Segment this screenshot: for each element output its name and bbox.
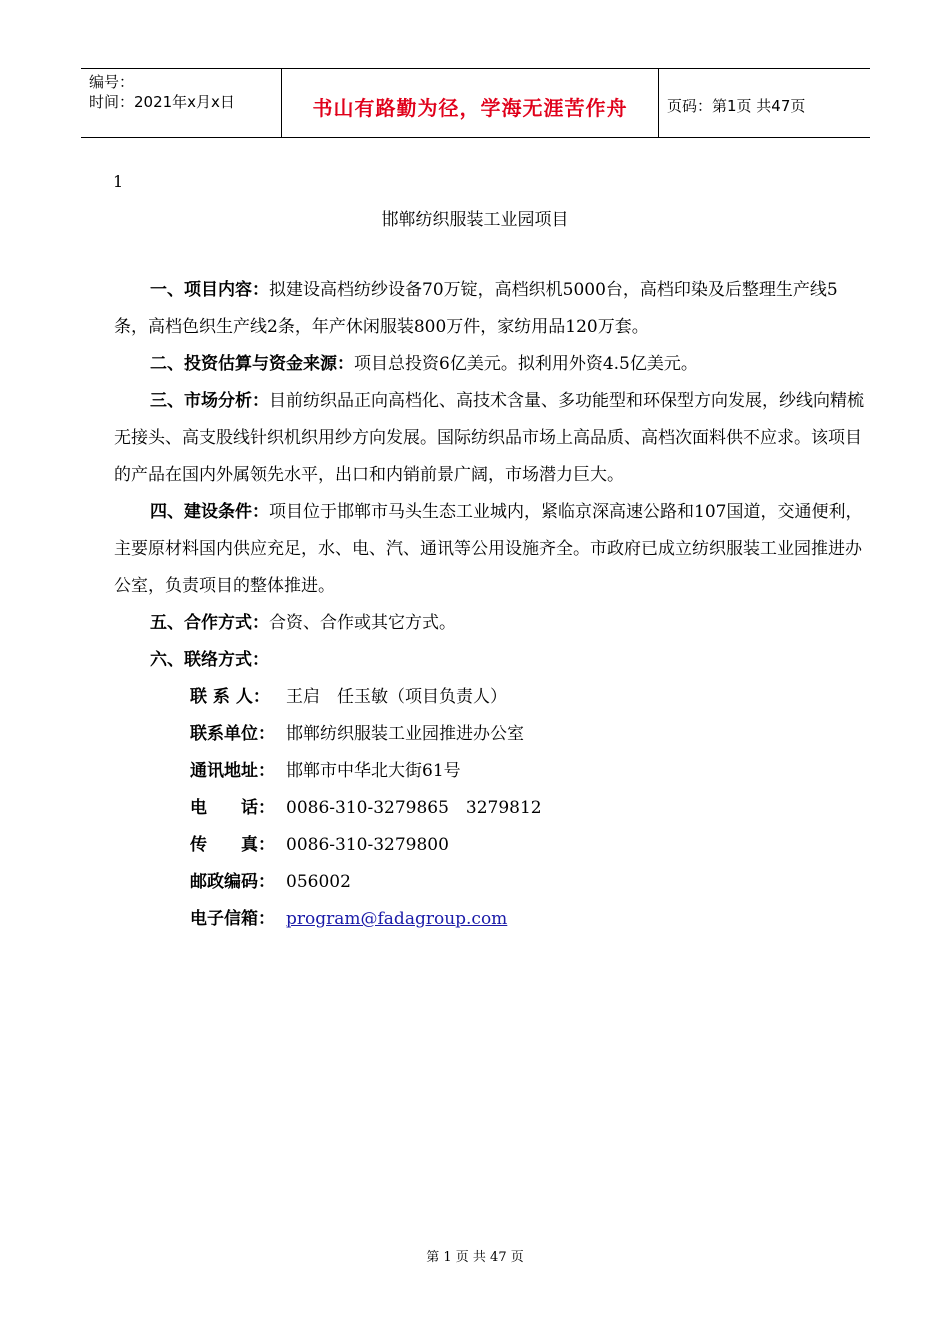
section-contact	[114, 642, 864, 679]
number-label: 编号：	[89, 73, 135, 91]
contact-label: 电 话：	[190, 798, 275, 818]
contact-value: 0086-310-3279865 3279812	[286, 798, 542, 818]
contact-phone	[114, 790, 864, 827]
contact-label: 联 系 人：	[190, 687, 270, 707]
time-label: 时间：2021年x月x日	[89, 93, 235, 111]
page-label: 页码：第1页 共47页	[667, 97, 806, 115]
contact-label: 邮政编码：	[190, 872, 275, 892]
contact-email	[114, 901, 864, 938]
section-text: 项目总投资6亿美元。拟利用外资4.5亿美元。	[354, 354, 698, 374]
section-content	[114, 272, 864, 346]
contact-label: 电子信箱：	[190, 909, 275, 929]
section-text: 拟建设高档纺纱设备70万锭，高档织机5000台，高档印染及后整理生产线5条，高档色织生产线2条，年产休闲服装800万件，家纺用品120万套。	[114, 280, 838, 337]
page-title: 邯郸纺织服装工业园项目	[381, 210, 569, 230]
section-label: 六、联络方式：	[150, 650, 269, 670]
contact-value: 邯郸纺织服装工业园推进办公室	[286, 724, 524, 744]
contact-label: 传 真：	[190, 835, 275, 855]
header-table	[81, 68, 870, 138]
section-label: 五、合作方式：	[150, 613, 269, 633]
section-text: 目前纺织品正向高档化、高技术含量、多功能型和环保型方向发展，纱线向精梳无接头、高支股线针织机织用纱方向发展。国际纺织品市场上高品质、高档次面料供不应求。该项目的产品在国内外属领先水平，出口和内销前景广阔，市场潜力巨大。	[114, 391, 864, 485]
contact-value: 0086-310-3279800	[286, 835, 449, 855]
section-label: 一、项目内容：	[150, 280, 269, 300]
section-label: 三、市场分析：	[150, 391, 269, 411]
section-market	[114, 383, 864, 494]
contact-fax	[114, 827, 864, 864]
document-body	[114, 272, 864, 938]
section-investment	[114, 346, 864, 383]
section-label: 四、建设条件：	[150, 502, 269, 522]
header-page-cell	[659, 69, 870, 137]
header-info-cell	[81, 69, 282, 137]
section-text: 合资、合作或其它方式。	[269, 613, 456, 633]
page-footer: 第 1 页 共 47 页	[426, 1250, 524, 1265]
section-text: 项目位于邯郸市马头生态工业城内，紧临京深高速公路和107国道，交通便利，主要原材料国内供应充足，水、电、汽、通讯等公用设施齐全。市政府已成立纺织服装工业园推进办公室，负责项目的整体推进。	[114, 502, 863, 596]
page-number: 1	[113, 172, 124, 191]
contact-value: 邯郸市中华北大街61号	[286, 761, 461, 781]
contact-postcode	[114, 864, 864, 901]
contact-label: 通讯地址：	[190, 761, 275, 781]
contact-value: 056002	[286, 872, 351, 892]
contact-unit	[114, 716, 864, 753]
contact-label: 联系单位：	[190, 724, 275, 744]
email-link[interactable]: program@fadagroup.com	[286, 909, 508, 929]
header-motto-cell	[282, 69, 659, 137]
section-conditions	[114, 494, 864, 605]
contact-address	[114, 753, 864, 790]
section-label: 二、投资估算与资金来源：	[150, 354, 354, 374]
section-cooperation	[114, 605, 864, 642]
contact-value: 王启 任玉敏（项目负责人）	[286, 687, 507, 707]
contact-person	[114, 679, 864, 716]
motto: 书山有路勤为径，学海无涯苦作舟	[312, 96, 628, 120]
